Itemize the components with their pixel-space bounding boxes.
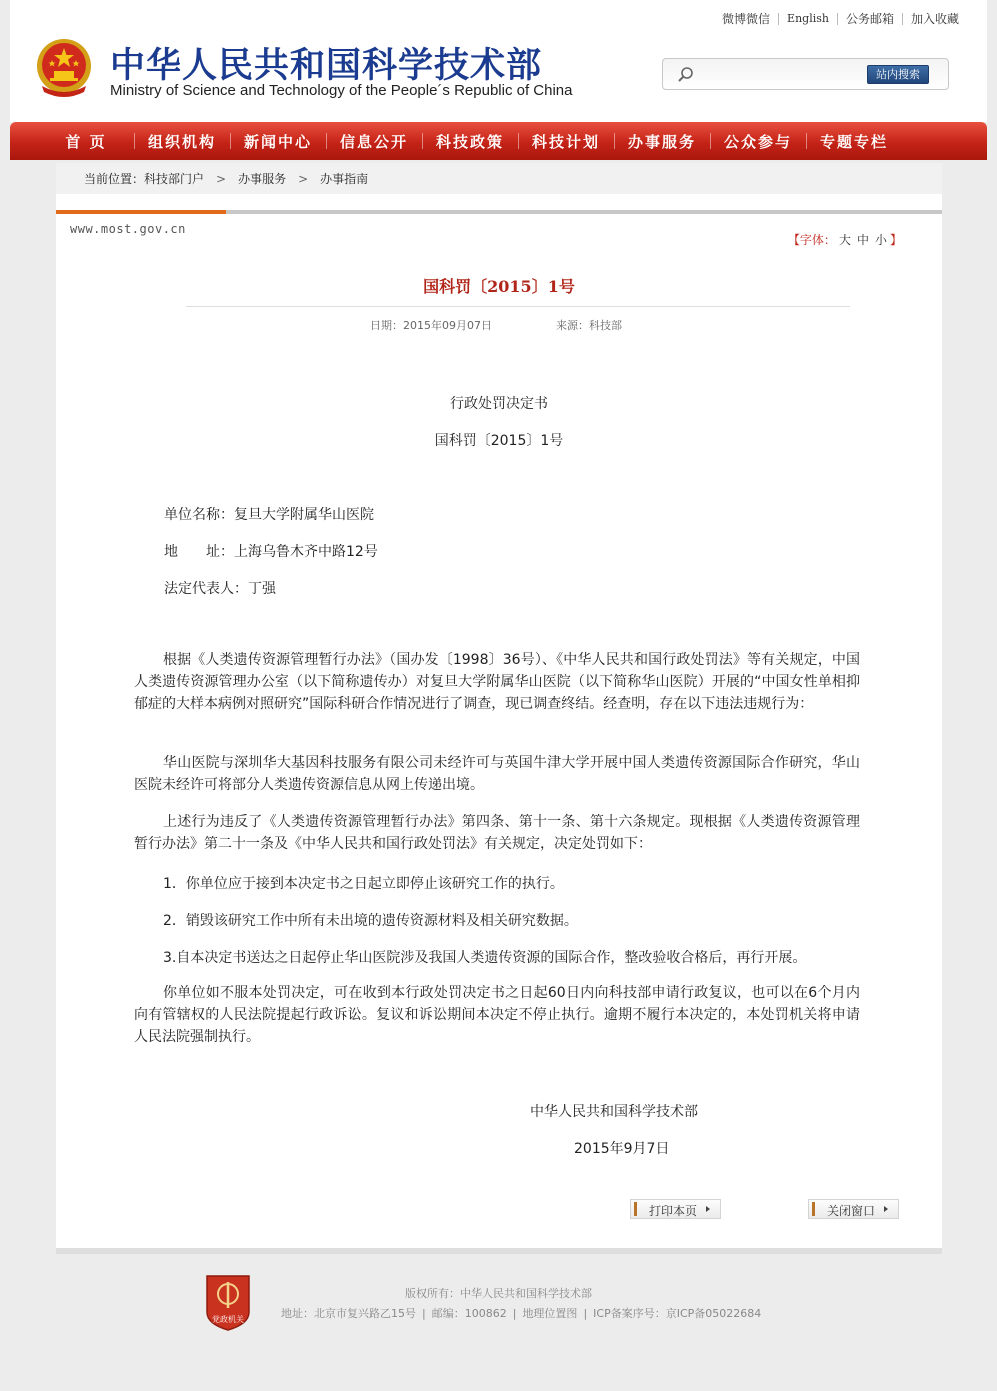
nav-topics[interactable]: 专题专栏 bbox=[806, 131, 902, 152]
breadcrumb-item-portal[interactable]: 科技部门户 bbox=[144, 172, 205, 186]
nav-organization[interactable]: 组织机构 bbox=[134, 131, 230, 152]
site-title[interactable]: 中华人民共和国科学技术部 bbox=[110, 46, 543, 86]
button-marker bbox=[634, 1202, 637, 1216]
print-button[interactable] bbox=[630, 1199, 721, 1219]
breadcrumb-separator: > bbox=[216, 171, 227, 186]
field-address: 地 址：上海乌鲁木齐中路12号 bbox=[164, 544, 378, 560]
doc-heading: 行政处罚决定书 bbox=[450, 396, 548, 412]
search-icon bbox=[677, 66, 695, 84]
breadcrumb-separator: > bbox=[298, 171, 309, 186]
doc-number: 国科罚〔2015〕1号 bbox=[434, 433, 564, 449]
font-size-label: 字体： bbox=[799, 233, 836, 247]
nav-programs[interactable]: 科技计划 bbox=[518, 131, 614, 152]
top-link-mail[interactable]: 公务邮箱 bbox=[845, 12, 894, 26]
breadcrumb-prefix: 当前位置： bbox=[84, 172, 145, 186]
footer-map-link[interactable]: 地理位置图 bbox=[522, 1307, 578, 1320]
article-title: 国科罚〔2015〕1号 bbox=[423, 277, 575, 296]
national-emblem-icon[interactable] bbox=[32, 36, 96, 100]
nav-home[interactable]: 首 页 bbox=[65, 132, 107, 151]
top-link-favorite[interactable]: 加入收藏 bbox=[910, 12, 959, 26]
play-arrow-icon bbox=[706, 1206, 710, 1212]
main-nav bbox=[10, 122, 987, 160]
footer-icp[interactable]: ICP备案序号：京ICP备05022684 bbox=[593, 1307, 762, 1320]
site-header bbox=[10, 0, 987, 122]
divider-accent bbox=[56, 210, 226, 214]
paragraph: 上述行为违反了《人类遗传资源管理暂行办法》第四条、第十一条、第十六条规定。现根据《人类遗传资源管理暂行办法》第二十一条及《中华人民共和国行政处罚法》有关规定，决定处罚如下： bbox=[134, 814, 860, 852]
party-gov-emblem-icon[interactable] bbox=[203, 1272, 253, 1332]
button-marker bbox=[812, 1202, 815, 1216]
footer-address: 地址：北京市复兴路乙15号 bbox=[281, 1307, 416, 1320]
paragraph: 根据《人类遗传资源管理暂行办法》（国办发〔1998〕36号）、《中华人民共和国行政处罚法》等有关规定，中国人类遗传资源管理办公室（以下简称遗传办）对复旦大学附属华山医院（以下简称华山医院）开展的“中国女性单相抑郁症的大样本病例对照研究”国际科研合作情况进行了调查，现已调查终结。经查明，存在以下违法违规行为： bbox=[134, 652, 860, 712]
paragraph: 1．你单位应于接到本决定书之日起立即停止该研究工作的执行。 bbox=[163, 876, 564, 892]
print-button-label: 打印本页 bbox=[649, 1204, 698, 1218]
paragraph: 你单位如不服本处罚决定，可在收到本行政处罚决定书之日起60日内向科技部申请行政复议，也可以在6个月内向有管辖权的人民法院提起行政诉讼。复议和诉讼期间本决定不停止执行。逾期不履行本决定的，本处罚机关将申请人民法院强制执行。 bbox=[134, 985, 860, 1045]
footer-copyright: 版权所有：中华人民共和国科学技术部 bbox=[405, 1287, 592, 1300]
article-source: 来源：科技部 bbox=[556, 319, 622, 332]
font-size-medium[interactable]: 中 bbox=[856, 233, 869, 247]
breadcrumb bbox=[56, 163, 942, 194]
signature-organization: 中华人民共和国科学技术部 bbox=[530, 1104, 698, 1120]
footer-divider bbox=[56, 1248, 942, 1254]
nav-policy[interactable]: 科技政策 bbox=[422, 131, 518, 152]
breadcrumb-item-services[interactable]: 办事服务 bbox=[238, 172, 287, 186]
site-subtitle: Ministry of Science and Technology of the People´s Republic of China bbox=[110, 82, 573, 99]
nav-public[interactable]: 公众参与 bbox=[710, 131, 806, 152]
paragraph: 华山医院与深圳华大基因科技服务有限公司未经许可与英国牛津大学开展中国人类遗传资源国际合作研究，华山医院未经许可将部分人类遗传资源信息从网上传递出境。 bbox=[134, 755, 860, 793]
divider bbox=[186, 306, 850, 307]
close-button-label: 关闭窗口 bbox=[827, 1204, 876, 1218]
search-button[interactable]: 站内搜索 bbox=[867, 65, 929, 84]
play-arrow-icon bbox=[884, 1206, 888, 1212]
signature-date: 2015年9月7日 bbox=[574, 1141, 670, 1157]
footer-postcode: 邮编：100862 bbox=[431, 1307, 507, 1320]
article-panel bbox=[56, 194, 942, 1248]
font-size-small[interactable]: 小 bbox=[874, 233, 887, 247]
search-box bbox=[662, 58, 949, 90]
field-unit-name: 单位名称：复旦大学附属华山医院 bbox=[164, 507, 374, 523]
nav-info-disclosure[interactable]: 信息公开 bbox=[326, 131, 422, 152]
field-legal-representative: 法定代表人：丁强 bbox=[164, 581, 276, 597]
top-links bbox=[714, 10, 967, 27]
site-domain: www.most.gov.cn bbox=[70, 222, 186, 236]
paragraph: 3.自本决定书送达之日起停止华山医院涉及我国人类遗传资源的国际合作，整改验收合格后，再行开展。 bbox=[163, 950, 807, 966]
paragraph: 2．销毁该研究工作中所有未出境的遗传资源材料及相关研究数据。 bbox=[163, 913, 578, 929]
top-link-weibo[interactable]: 微博微信 bbox=[722, 12, 771, 26]
font-size-switcher: 【字体： 大 中 小 】 bbox=[787, 233, 902, 247]
footer-info: 地址：北京市复兴路乙15号 | 邮编：100862 | 地理位置图 | ICP备案序号：京ICP备05022684 bbox=[281, 1307, 762, 1320]
font-size-large[interactable]: 大 bbox=[838, 233, 851, 247]
emblem-text: 党政机关 bbox=[212, 1315, 244, 1324]
top-link-english[interactable]: English bbox=[787, 12, 829, 25]
breadcrumb-item-guide[interactable]: 办事指南 bbox=[320, 172, 369, 186]
search-input[interactable] bbox=[703, 65, 863, 85]
nav-services[interactable]: 办事服务 bbox=[614, 131, 710, 152]
article-date: 日期：2015年09月07日 bbox=[370, 319, 492, 332]
close-window-button[interactable] bbox=[808, 1199, 899, 1219]
nav-news[interactable]: 新闻中心 bbox=[230, 131, 326, 152]
